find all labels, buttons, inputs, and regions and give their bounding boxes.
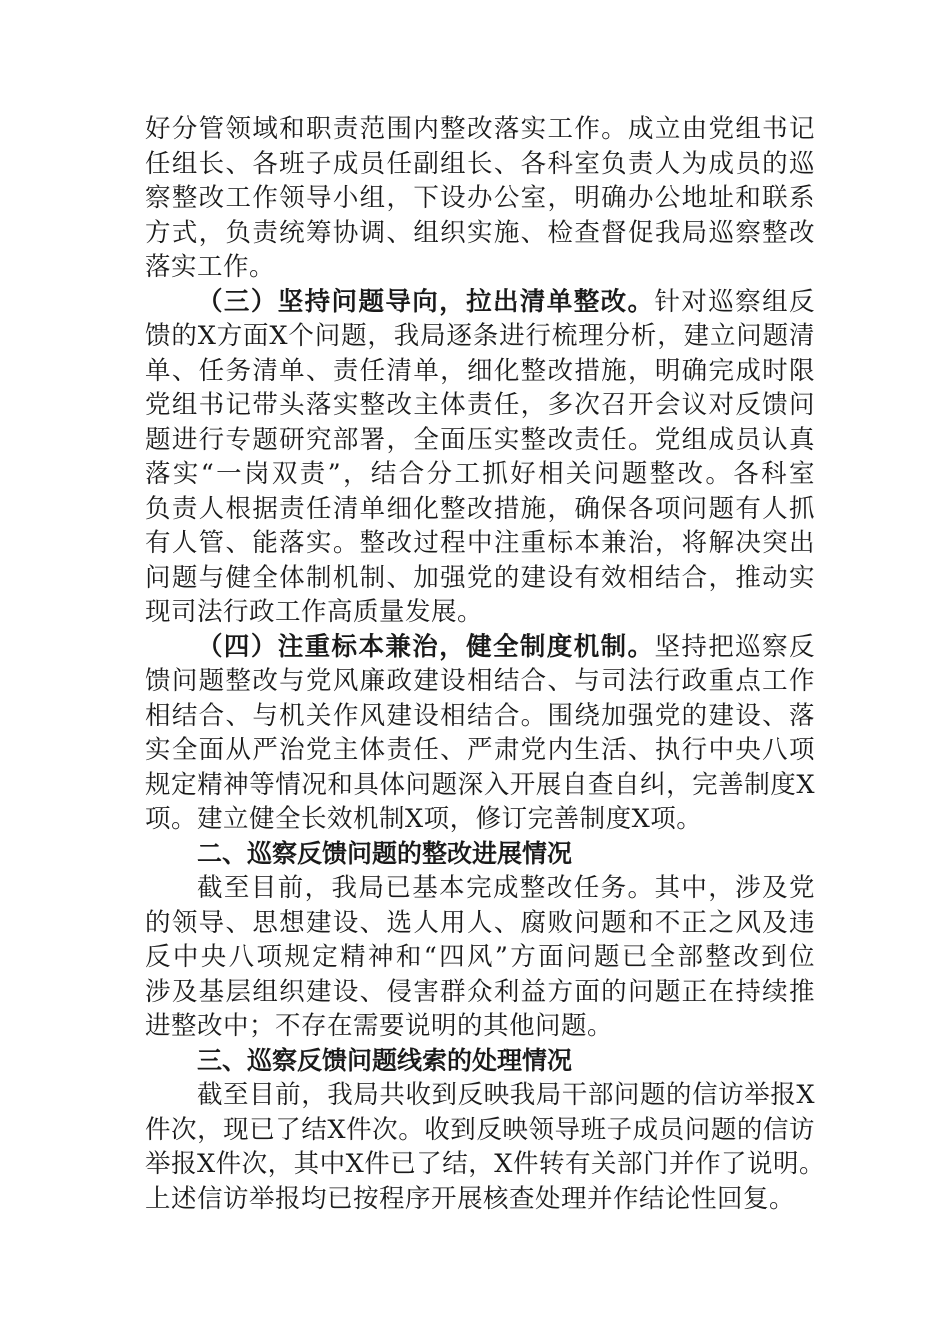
paragraph-problem-oriented bbox=[145, 285, 815, 630]
paragraph-leadership-group bbox=[145, 112, 815, 285]
text-line: 截至目前，我局共收到反映我局干部问题的信访举报X bbox=[197, 1080, 815, 1110]
subsection-heading: （三）坚持问题导向，拉出清单整改。 bbox=[197, 286, 655, 317]
text-line: 件次，现已了结X件次。收到反映领导班子成员问题的信访 bbox=[145, 1114, 815, 1145]
text-line bbox=[145, 630, 815, 665]
text-line: 落实“一岗双责”，结合分工抓好相关问题整改。各科室 bbox=[145, 459, 815, 489]
text-line bbox=[145, 285, 815, 320]
text-line: 截至目前，我局已基本完成整改任务。其中，涉及党 bbox=[197, 873, 815, 903]
text-line: 党组书记带头落实整改主体责任，多次召开会议对反馈问 bbox=[145, 390, 815, 420]
text-line: 落实工作。 bbox=[145, 252, 276, 282]
text-line: 察整改工作领导小组，下设办公室，明确办公地址和联系 bbox=[145, 183, 815, 213]
document-page bbox=[145, 112, 825, 1216]
paragraph-root-causes bbox=[145, 630, 815, 837]
text-line: 问题与健全体制机制、加强党的建设有效相结合，推动实 bbox=[145, 562, 815, 593]
text-line: 负责人根据责任清单细化整改措施，确保各项问题有人抓 bbox=[145, 493, 815, 524]
text-line: 馈的X方面X个问题，我局逐条进行梳理分析，建立问题清 bbox=[145, 321, 815, 351]
text-line: 方式，负责统筹协调、组织实施、检查督促我局巡察整改 bbox=[145, 217, 815, 248]
text-line: 有人管、能落实。整改过程中注重标本兼治，将解决突出 bbox=[145, 528, 815, 558]
section-clue-handling bbox=[145, 1044, 825, 1217]
section-heading: 三、巡察反馈问题线索的处理情况 bbox=[197, 1045, 573, 1075]
text-fragment: 针对巡察组反 bbox=[654, 286, 815, 317]
text-line: 现司法行政工作高质量发展。 bbox=[145, 597, 484, 627]
text-line: 馈问题整改与党风廉政建设相结合、与司法行政重点工作 bbox=[145, 666, 815, 696]
section-rectification-progress bbox=[145, 837, 815, 1044]
text-line: 相结合、与机关作风建设相结合。围绕加强党的建设、落 bbox=[145, 700, 815, 731]
text-line: 单、任务清单、责任清单，细化整改措施，明确完成时限 bbox=[145, 355, 815, 386]
subsection-heading: （四）注重标本兼治，健全制度机制。 bbox=[197, 631, 655, 662]
text-line: 实全面从严治党主体责任、严肃党内生活、执行中央八项 bbox=[145, 735, 815, 765]
text-line: 上述信访举报均已按程序开展核查处理并作结论性回复。 bbox=[145, 1183, 796, 1214]
text-fragment: 坚持把巡察反 bbox=[654, 631, 815, 662]
text-line: 进整改中；不存在需要说明的其他问题。 bbox=[145, 1011, 614, 1041]
section-heading: 二、巡察反馈问题的整改进展情况 bbox=[197, 838, 573, 868]
text-line: 举报X件次，其中X件已了结，X件转有关部门并作了说明。 bbox=[145, 1149, 825, 1179]
text-line: 项。建立健全长效机制X项，修订完善制度X项。 bbox=[145, 804, 703, 834]
text-line: 任组长、各班子成员任副组长、各科室负责人为成员的巡 bbox=[145, 148, 815, 179]
text-line: 题进行专题研究部署，全面压实整改责任。党组成员认真 bbox=[145, 424, 815, 455]
text-line: 规定精神等情况和具体问题深入开展自查自纠，完善制度X bbox=[145, 769, 815, 800]
text-line: 反中央八项规定精神和“四风”方面问题已全部整改到位 bbox=[145, 942, 815, 972]
text-line: 好分管领域和职责范围内整改落实工作。成立由党组书记 bbox=[145, 114, 815, 144]
text-line: 涉及基层组织建设、侵害群众利益方面的问题正在持续推 bbox=[145, 976, 815, 1007]
text-line: 的领导、思想建设、选人用人、腐败问题和不正之风及违 bbox=[145, 907, 815, 938]
